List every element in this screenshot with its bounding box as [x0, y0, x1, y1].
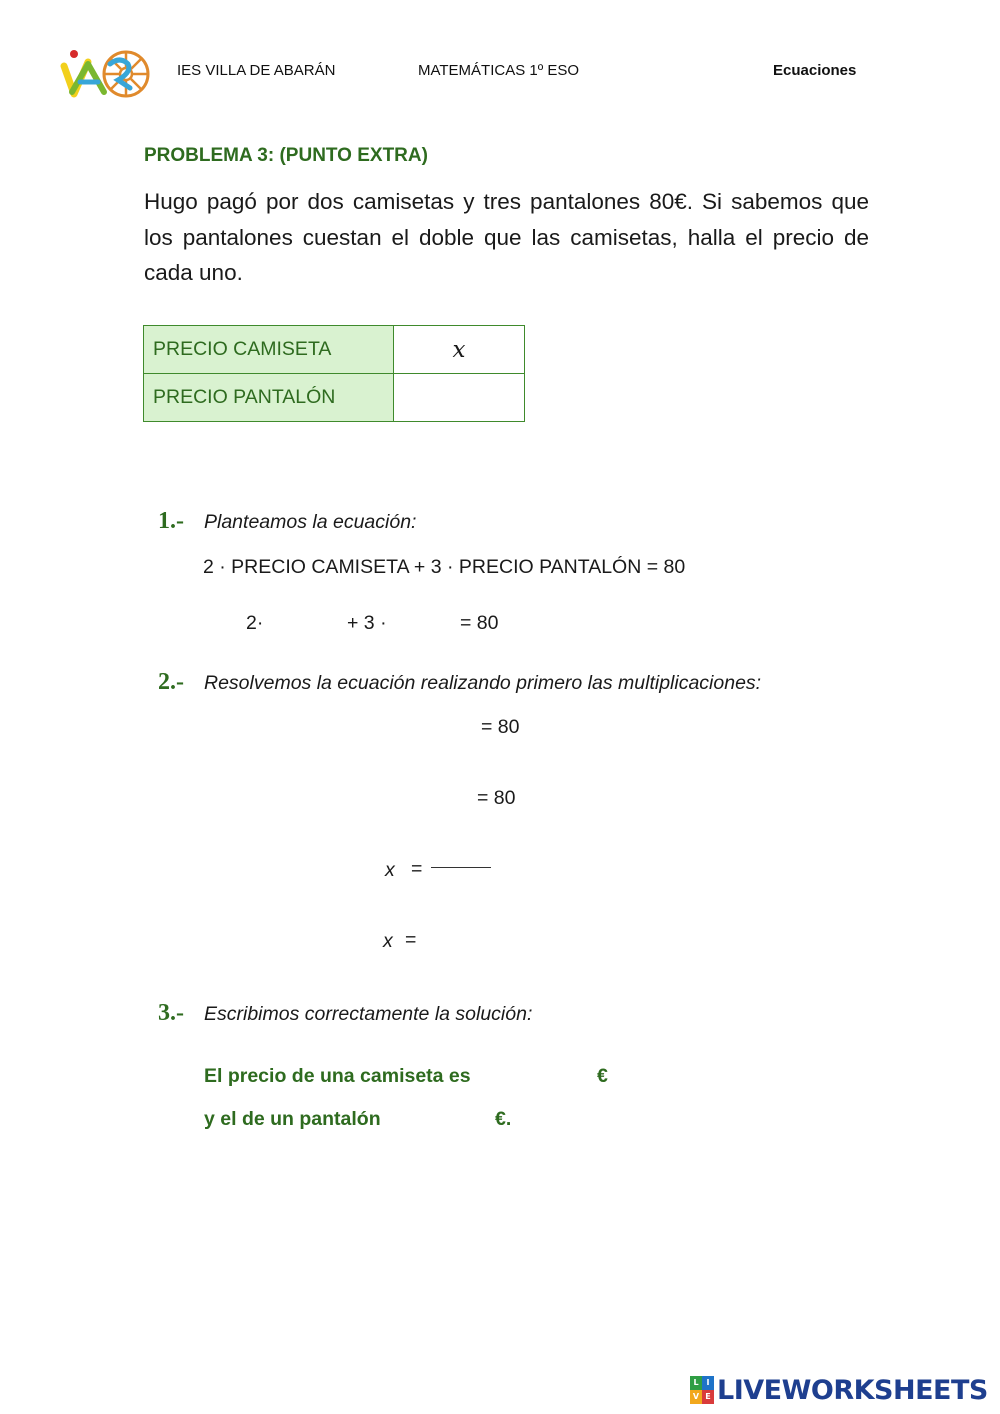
equation-rhs-1: = 80 [460, 612, 499, 634]
equation-var-x-1: x [385, 859, 395, 881]
badge-letter: V [690, 1390, 702, 1404]
equation-rhs-3: = 80 [477, 787, 516, 809]
badge-letter: I [702, 1376, 714, 1390]
answer-unit-2: €. [495, 1108, 512, 1130]
answer-line-1: El precio de una camiseta es [204, 1065, 471, 1087]
header-school: IES VILLA DE ABARÁN [177, 62, 336, 79]
equation-in-words: 2 · PRECIO CAMISETA + 3 · PRECIO PANTALÓN = 80 [203, 556, 686, 578]
answer-unit-1: € [597, 1065, 608, 1087]
step-2-number: 2.- [158, 669, 184, 695]
table-label-pantalon: PRECIO PANTALÓN [144, 374, 394, 422]
badge-letter: E [702, 1390, 714, 1404]
table-value-camiseta[interactable]: x [394, 326, 525, 374]
variables-table [143, 325, 525, 422]
table-label-camiseta: PRECIO CAMISETA [144, 326, 394, 374]
problem-statement: Hugo pagó por dos camisetas y tres pantalones 80€. Si sabemos que los pantalones cuestan el doble que las camisetas, halla el precio de cada uno. [144, 189, 869, 285]
table-row [144, 374, 525, 422]
problem-title: PROBLEMA 3: (PUNTO EXTRA) [144, 145, 428, 166]
equation-equals-2: = [405, 929, 417, 951]
equation-coef-b: + 3 · [347, 612, 387, 634]
equation-coef-a: 2· [246, 612, 264, 634]
step-1-text: Planteamos la ecuación: [204, 511, 417, 533]
badge-letter: L [690, 1376, 702, 1390]
step-1-number: 1.- [158, 508, 184, 534]
step-3-text: Escribimos correctamente la solución: [204, 1003, 533, 1025]
table-row [144, 326, 525, 374]
liveworksheets-text: LIVEWORKSHEETS [717, 1374, 988, 1406]
step-3-number: 3.- [158, 1000, 184, 1026]
liveworksheets-logo-icon [690, 1376, 714, 1404]
equation-var-x-2: x [383, 930, 393, 952]
answer-line-2: y el de un pantalón [204, 1108, 381, 1130]
liveworksheets-watermark [690, 1372, 988, 1408]
header-topic: Ecuaciones [773, 62, 857, 79]
equation-equals-1: = [411, 858, 423, 880]
school-logo [58, 44, 154, 102]
table-value-pantalon[interactable] [394, 374, 525, 422]
step-2-text: Resolvemos la ecuación realizando primero las multiplicaciones: [204, 672, 762, 694]
fraction-bar [431, 867, 491, 868]
header-subject: MATEMÁTICAS 1º ESO [418, 62, 580, 79]
equation-rhs-2: = 80 [481, 716, 520, 738]
